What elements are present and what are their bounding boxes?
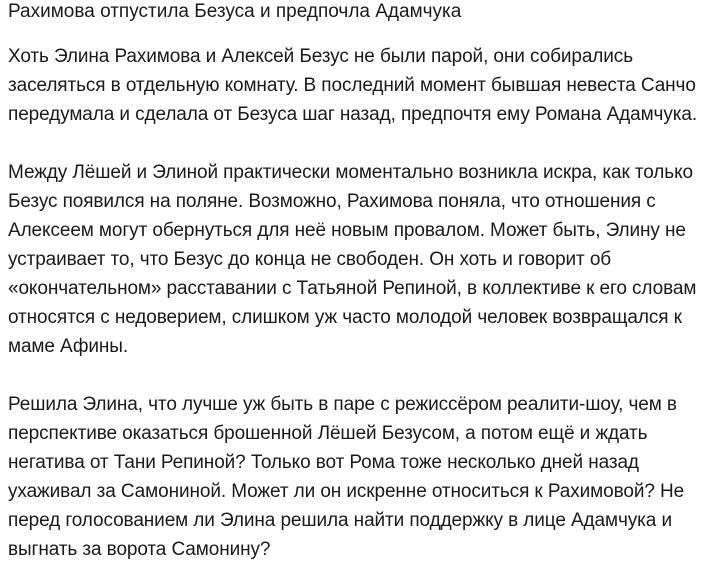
article-paragraph-1: Хоть Элина Рахимова и Алексей Безус не были парой, они собирались заселяться в отдельную комнату. В последний момент бывшая невеста Санчо передумала и сделала от Безуса шаг назад, предпочтя ему Романа Адамчука. (8, 46, 698, 125)
article-paragraph-3: Решила Элина, что лучше уж быть в паре с режиссёром реалити-шоу, чем в перспективе оказаться брошенной Лёшей Безусом, а потом ещё и ждать негатива от Тани Репиной? Только вот Рома тоже несколько дней назад ухаживал за Самониной. Может ли он искренне относиться к Рахимовой? Не перед голосованием ли Элина решила найти поддержку в лице Адамчука и выгнать за ворота Самонину? (8, 394, 685, 560)
article-paragraph-2: Между Лёшей и Элиной практически моментально возникла искра, как только Безус появился на поляне. Возможно, Рахимова поняла, что отношения с Алексеем могут обернуться для неё новым провалом. Может быть, Элину не устраивает то, что Безус до конца не свободен. Он хоть и говорит об «окончательном» расставании с Татьяной Репиной, в коллективе к его словам относятся с недоверием, слишком уж часто молодой человек возвращался к маме Афины. (8, 162, 697, 357)
article-headline: Рахимова отпустила Безуса и предпочла Адамчука (8, 1, 462, 22)
